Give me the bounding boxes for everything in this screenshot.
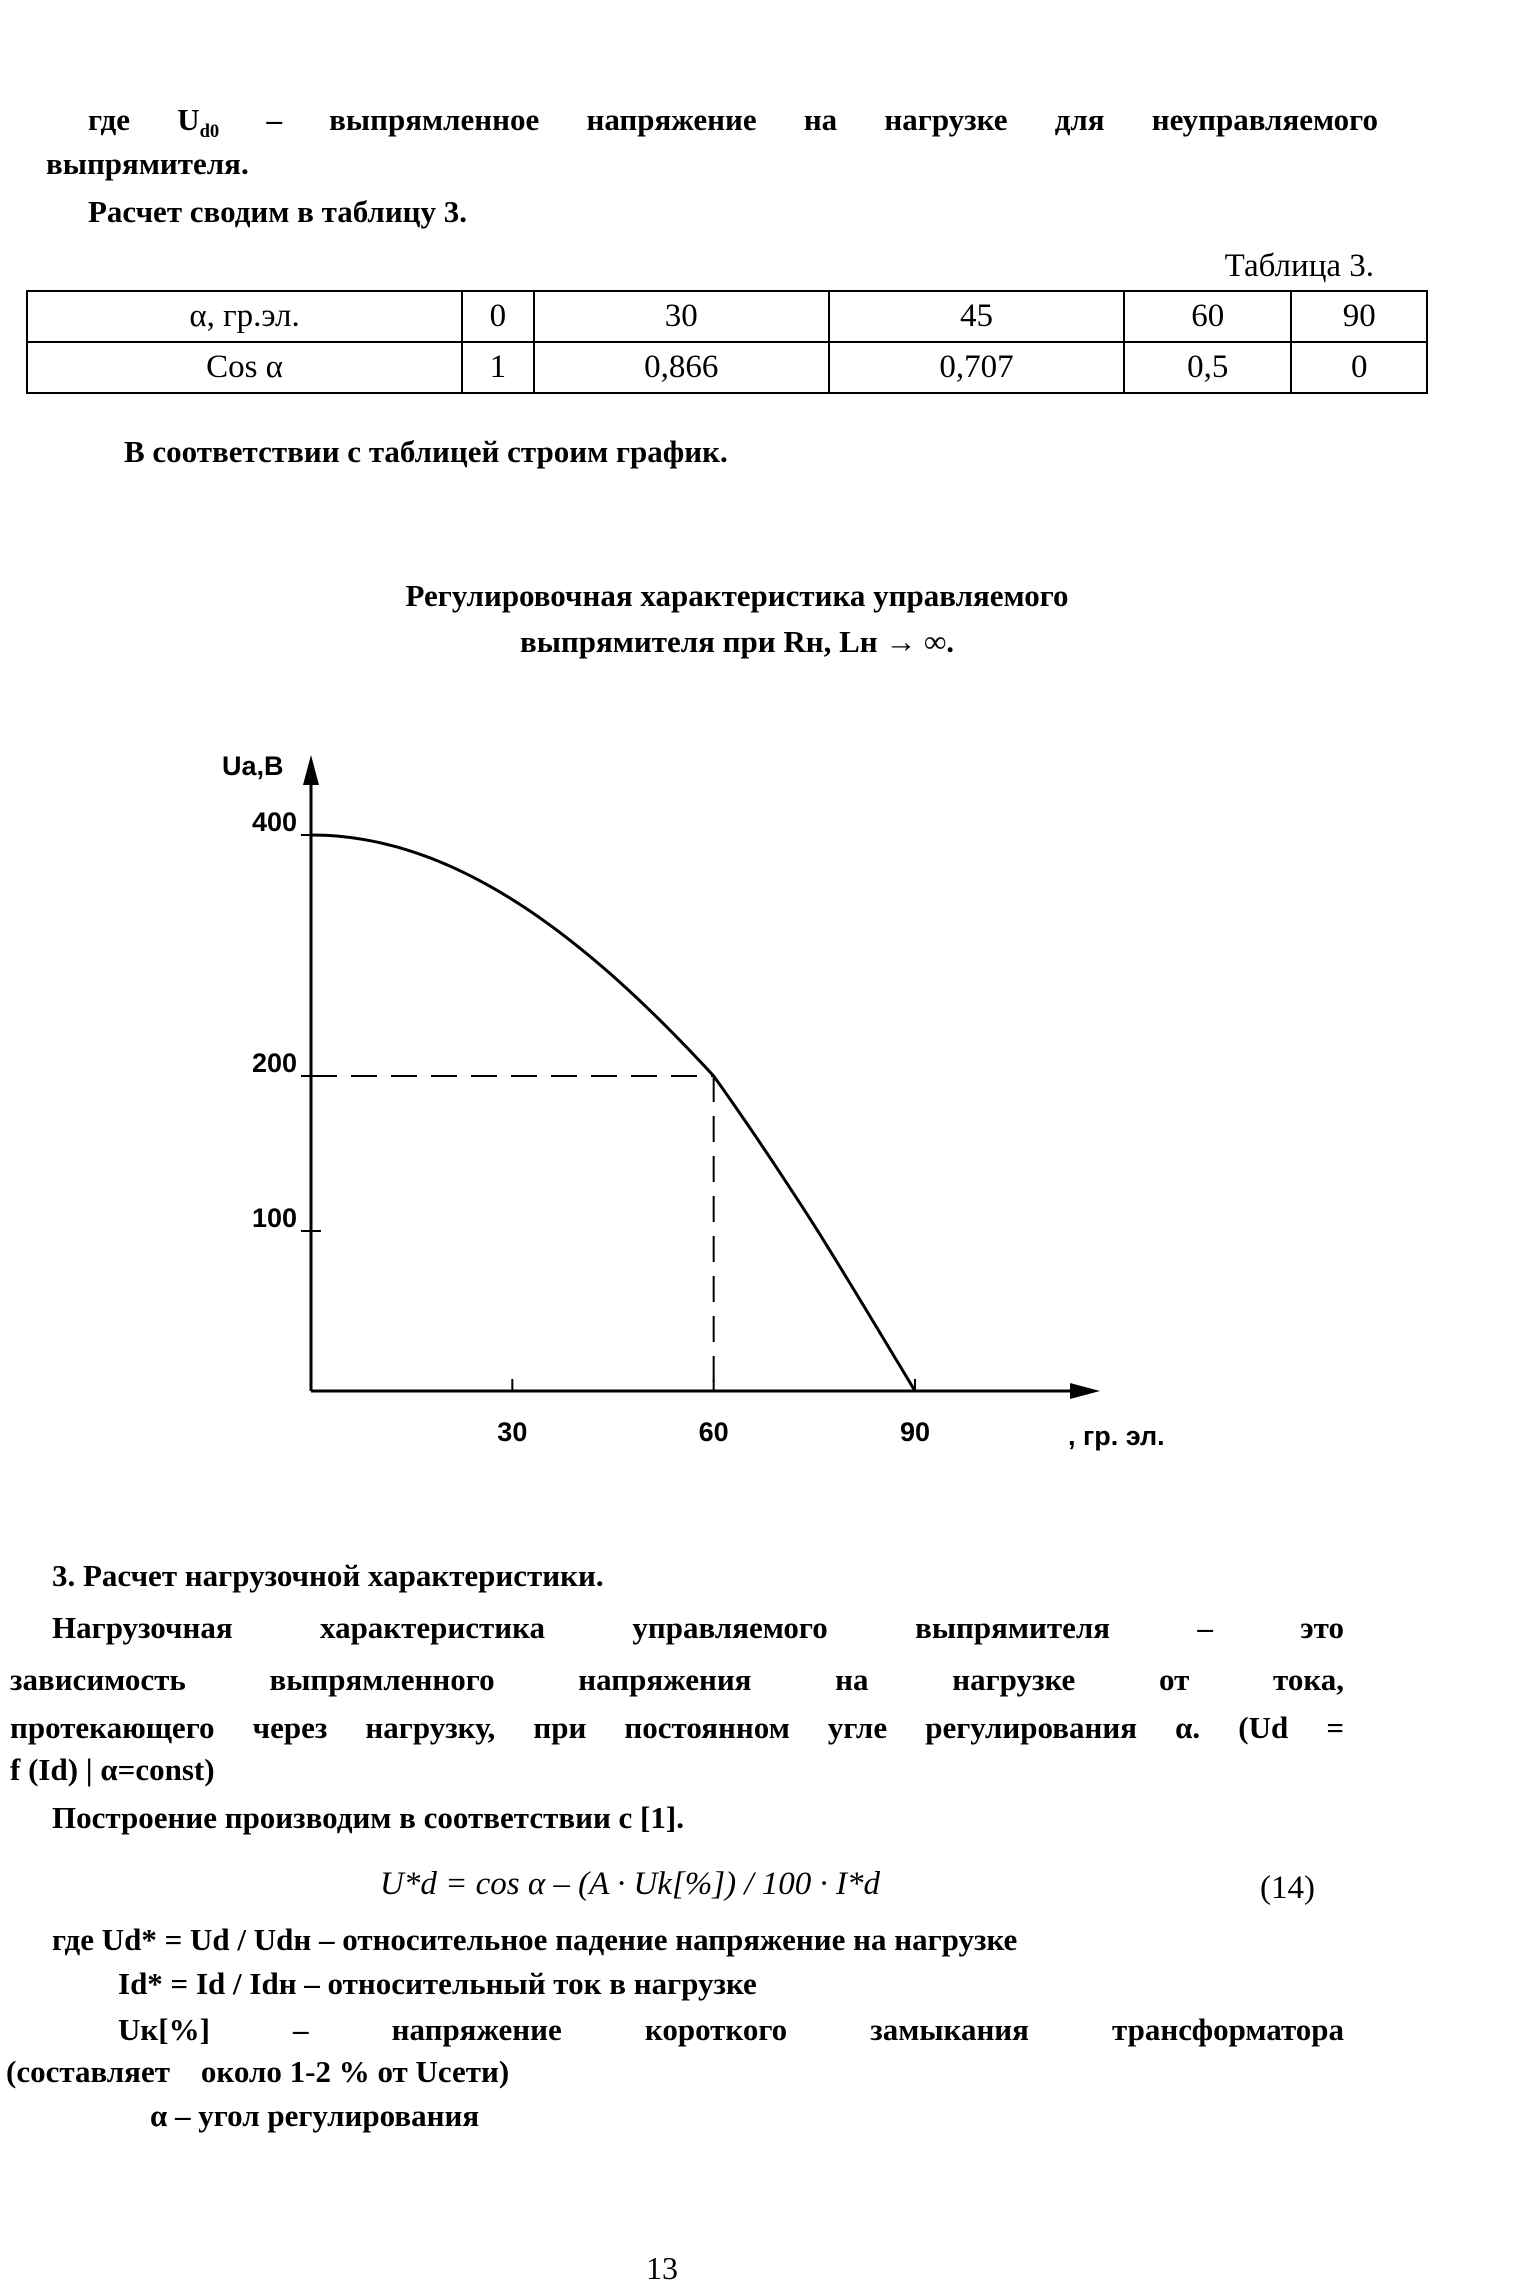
intro-line-3: Расчет сводим в таблицу 3. <box>88 194 468 229</box>
series-line <box>311 835 915 1391</box>
y-tick-label: 400 <box>251 807 297 837</box>
table-cell: 30 <box>534 291 829 342</box>
table-cell: 0 <box>1291 342 1427 393</box>
table-caption: Таблица 3. <box>1224 248 1374 284</box>
table-cell: 90 <box>1291 291 1427 342</box>
table-cell: Cos α <box>27 342 462 393</box>
page-number: 13 <box>646 2250 678 2286</box>
y-tick-label: 200 <box>251 1048 297 1078</box>
paragraph-line: зависимость выпрямленного напряжения на нагрузке от тока, <box>10 1662 1344 1697</box>
x-tick-label: 60 <box>698 1417 729 1447</box>
paragraph-line: Построение производим в соответствии с [1]. <box>52 1800 684 1835</box>
x-axis-label: , гр. эл. <box>1068 1421 1165 1451</box>
x-axis-arrow-icon <box>1070 1383 1100 1399</box>
definition-line: (составляет около 1-2 % от Uсети) <box>6 2054 510 2089</box>
chart-title-line-2: выпрямителя при Rн, Lн → ∞. <box>519 624 955 659</box>
table-cell: 0,5 <box>1124 342 1291 393</box>
intro-line-1: где $U_{d0}$ – выпрямленное напряжение на нагрузке для неуправляемого <box>88 102 1378 143</box>
table-cell: α, гр.эл. <box>27 291 462 342</box>
definition-line: Id* = Id / Idн – относительный ток в нагрузке <box>118 1966 757 2001</box>
y-tick-label: 100 <box>251 1203 297 1233</box>
table-cell: 45 <box>829 291 1124 342</box>
definition-line: Uк[%] – напряжение короткого замыкания трансформатора <box>118 2012 1344 2047</box>
chart-title-line-1: Регулировочная характеристика управляемого <box>405 578 1069 613</box>
paragraph-line: протекающего через нагрузку, при постоянном угле регулирования α. (Ud = <box>10 1710 1344 1745</box>
x-tick-label: 90 <box>899 1417 931 1447</box>
table-cell: 0,866 <box>534 342 829 393</box>
formula-number: (14) <box>1260 1870 1315 1906</box>
table-cell: 1 <box>462 342 534 393</box>
table-cell: 0,707 <box>829 342 1124 393</box>
intro-line-2: выпрямителя. <box>46 146 249 181</box>
paragraph-line: Нагрузочная характеристика управляемого выпрямителя – это <box>52 1610 1344 1645</box>
definition-line: где Ud* = Ud / Udн – относительное падение напряжение на нагрузке <box>52 1922 1018 1957</box>
paragraph-line: f (Id) | α=const) <box>10 1752 215 1787</box>
after-table-text: В соответствии с таблицей строим график. <box>124 434 728 469</box>
x-tick-label: 30 <box>497 1417 528 1447</box>
table-cell: 0 <box>462 291 534 342</box>
definition-line: α – угол регулирования <box>150 2098 480 2133</box>
y-axis-label: Uа,В <box>222 751 284 781</box>
y-axis-arrow-icon <box>303 755 319 785</box>
formula-14: U*d = cos α – (A · Uk[%]) / 100 · I*d <box>380 1866 881 1902</box>
table-cell: 60 <box>1124 291 1291 342</box>
section-heading: 3. Расчет нагрузочной характеристики. <box>52 1558 604 1593</box>
